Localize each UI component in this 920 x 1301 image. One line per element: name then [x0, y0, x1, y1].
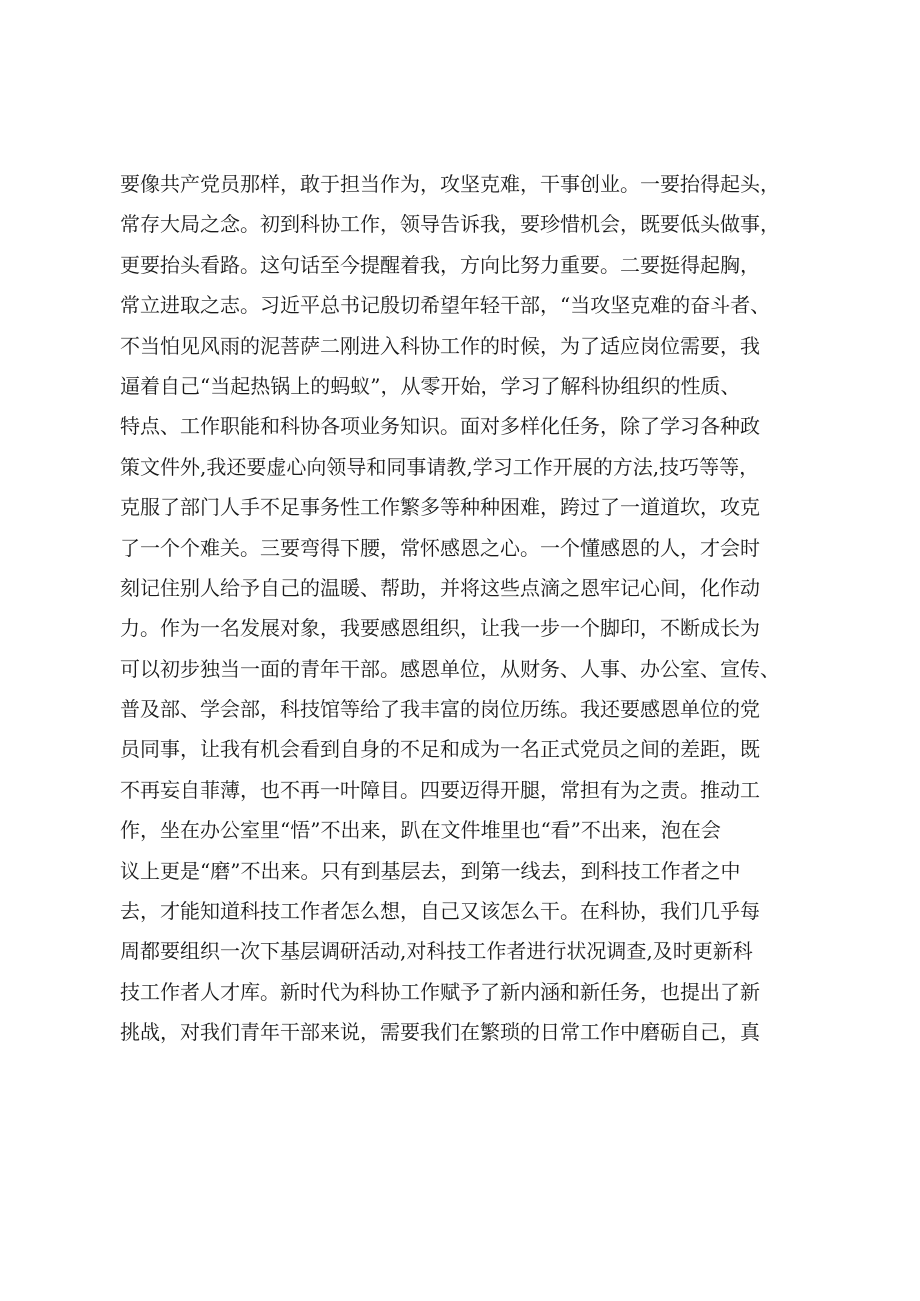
- text-line: 可以初步独当一面的青年干部。感恩单位，从财务、人事、办公室、宣传、: [120, 656, 780, 681]
- text-line: 特点、工作职能和科协各项业务知识。面对多样化任务，除了学习各种政: [120, 414, 760, 439]
- text-line: 去，才能知道科技工作者怎么想，自己又该怎么干。在科协，我们几乎每: [120, 899, 760, 924]
- text-line: 周都要组织一次下基层调研活动,对科技工作者进行状况调查,及时更新科: [120, 939, 753, 964]
- text-line: 克服了部门人手不足事务性工作繁多等种种困难，跨过了一道道坎，攻克: [120, 495, 760, 520]
- text-line: 要像共产党员那样，敢于担当作为，攻坚克难，干事创业。一要抬得起头，: [120, 172, 780, 196]
- text-line: 不再妄自菲薄，也不再一叶障目。四要迈得开腿，常担有为之责。推动工: [120, 777, 760, 802]
- text-line: 更要抬头看路。这句话至今提醒着我，方向比努力重要。二要挺得起胸，: [120, 252, 760, 277]
- text-line: 常立进取之志。习近平总书记殷切希望年轻干部，“当攻坚克难的奋斗者、: [120, 293, 771, 318]
- text-line: 挑战，对我们青年干部来说，需要我们在繁琐的日常工作中磨砺自己，真: [120, 1020, 760, 1045]
- text-line: 作，坐在办公室里“悟”不出来，趴在文件堆里也“看”不出来，泡在会: [120, 818, 721, 843]
- text-line: 员同事，让我有机会看到自身的不足和成为一名正式党员之间的差距，既: [120, 737, 760, 762]
- body-text: [120, 164, 820, 1053]
- text-line: 了一个个难关。三要弯得下腰，常怀感恩之心。一个懂感恩的人，才会时: [120, 535, 760, 560]
- text-line: 力。作为一名发展对象，我要感恩组织，让我一步一个脚印，不断成长为: [120, 616, 760, 641]
- text-line: 普及部、学会部，科技馆等给了我丰富的岗位历练。我还要感恩单位的党: [120, 697, 760, 722]
- text-line: 逼着自己“当起热锅上的蚂蚁”，从零开始，学习了解科协组织的性质、: [120, 373, 741, 398]
- text-line: 议上更是“磨”不出来。只有到基层去，到第一线去，到科技工作者之中: [120, 858, 741, 883]
- text-line: 常存大局之念。初到科协工作，领导告诉我，要珍惜机会，既要低头做事，: [120, 212, 780, 237]
- text-line: 不当怕见风雨的泥菩萨二刚进入科协工作的时候，为了适应岗位需要，我: [120, 333, 760, 358]
- text-line: 技工作者人才库。新时代为科协工作赋予了新内涵和新任务，也提出了新: [120, 979, 760, 1004]
- text-line: 策文件外,我还要虚心向领导和同事请教,学习工作开展的方法,技巧等等，: [120, 454, 760, 479]
- text-line: 刻记住别人给予自己的温暖、帮助，并将这些点滴之恩牢记心间，化作动: [120, 575, 760, 600]
